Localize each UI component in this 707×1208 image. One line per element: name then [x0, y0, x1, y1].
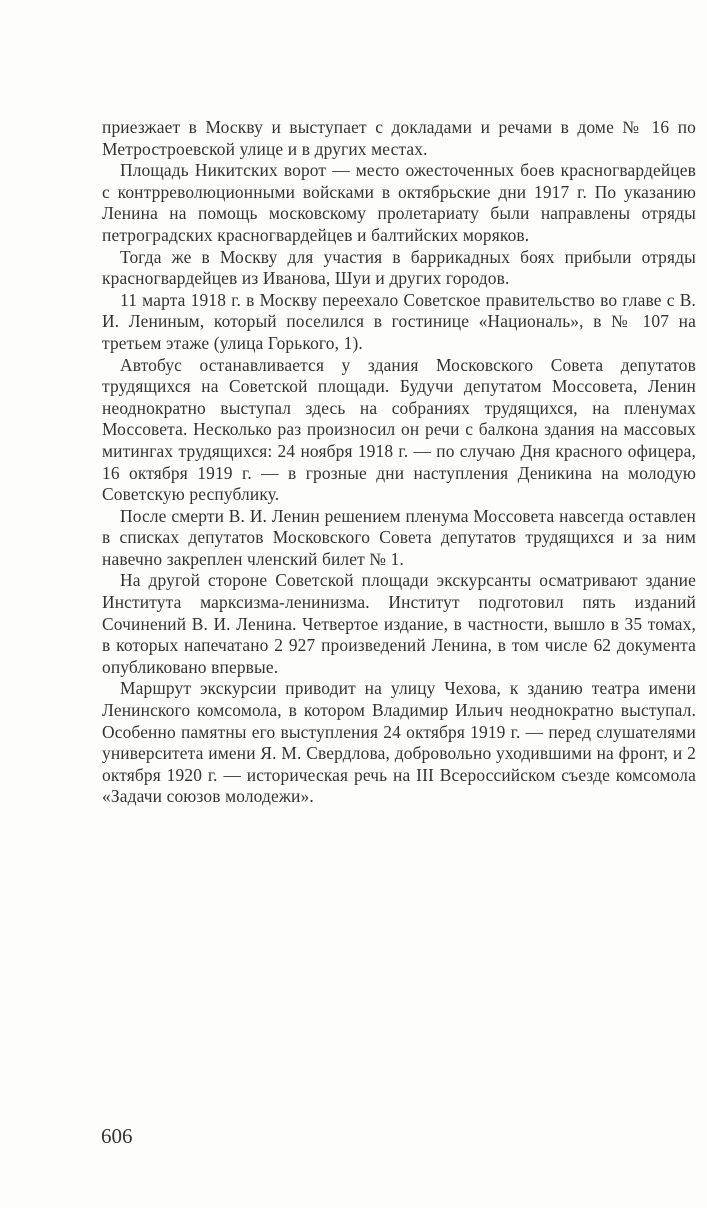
paragraph-4: 11 марта 1918 г. в Москву переехало Советское правительство во главе с В. И. Лениным, который поселился в гостинице «Националь», в № 107 на третьем этаже (улица Горького, 1).: [102, 289, 696, 353]
page-number: 606: [101, 1124, 133, 1148]
paragraph-3: Тогда же в Москву для участия в баррикадных боях прибыли отряды красногвардейцев из Иванова, Шуи и других городов.: [102, 246, 696, 289]
paragraph-6: После смерти В. И. Ленин решением пленума Моссовета навсегда оставлен в списках депутатов Московского Совета депутатов трудящихся и за ним навечно закреплен членский билет № 1.: [102, 505, 696, 569]
paragraph-7: На другой стороне Советской площади экскурсанты осматривают здание Института марксизма-ленинизма. Институт подготовил пять изданий Сочинений В. И. Ленина. Четвертое издание, в частности, вышло в 35 томах, в которых напечатано 2 927 произведений Ленина, в том числе 62 документа опубликовано впервые.: [102, 570, 696, 677]
paragraph-8: Маршрут экскурсии приводит на улицу Чехова, к зданию театра имени Ленинского комсомола, в котором Владимир Ильич неоднократно выступал. Особенно памятны его выступления 24 октября 1919 г. — перед слушателями университета имени Я. М. Свердлова, добровольно уходившими на фронт, и 2 октября 1920 г. — историческая речь на III Всероссийском съезде комсомола «Задачи союзов молодежи».: [102, 678, 696, 807]
paragraph-2: Площадь Никитских ворот — место ожесточенных боев красногвардейцев с контрреволюционными войсками в октябрьские дни 1917 г. По указанию Ленина на помощь московскому пролетариату были направлены отряды петроградских красногвардейцев и балтийских моряков.: [102, 160, 696, 245]
paragraph-5: Автобус останавливается у здания Московского Совета депутатов трудящихся на Советской площади. Будучи депутатом Моссовета, Ленин неоднократно выступал здесь на собраниях трудящихся, на пленумах Моссовета. Несколько раз произносил он речи с балкона здания на массовых митингах трудящихся: 24 ноября 1918 г. — по случаю Дня красного офицера, 16 октября 1919 г. — в грозные дни наступления Деникина на молодую Советскую республику.: [102, 354, 696, 505]
page-body-text: [102, 117, 696, 808]
paragraph-1: приезжает в Москву и выступает с докладами и речами в доме № 16 по Метростроевской улице и в других местах.: [102, 117, 696, 159]
